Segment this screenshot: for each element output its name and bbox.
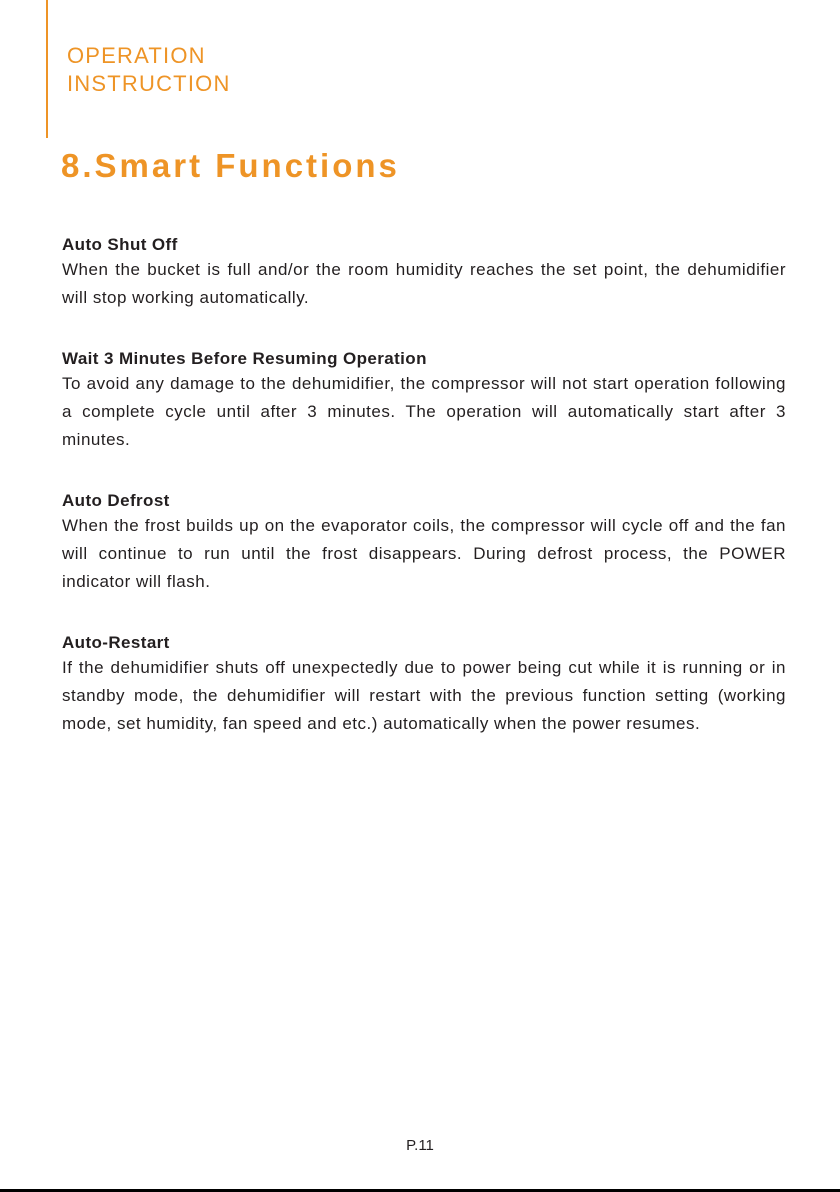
section-heading: Wait 3 Minutes Before Resuming Operation (62, 349, 427, 368)
header-line-instruction: INSTRUCTION (67, 71, 231, 96)
section-auto-defrost (62, 490, 786, 596)
page-title: 8.Smart Functions (61, 147, 400, 184)
section-auto-restart (62, 632, 786, 738)
section-header (67, 42, 231, 98)
section-heading: Auto Shut Off (62, 235, 178, 254)
section-body: When the bucket is full and/or the room humidity reaches the set point, the dehumidifier will stop working automatically. (62, 260, 786, 307)
section-auto-shut-off (62, 234, 786, 312)
content-body (62, 234, 786, 774)
section-heading: Auto Defrost (62, 491, 170, 510)
page-number: P.11 (406, 1137, 434, 1154)
section-wait-3-minutes (62, 348, 786, 454)
section-body: When the frost builds up on the evaporator coils, the compressor will cycle off and the fan will continue to run until the frost disappears. During defrost process, the POWER indicator will flash. (62, 516, 786, 591)
section-body: If the dehumidifier shuts off unexpectedly due to power being cut while it is running or in standby mode, the dehumidifier will restart with the previous function setting (working mode, set humidity, fan speed and etc.) automatically when the power resumes. (62, 658, 786, 733)
header-line-operation: OPERATION (67, 43, 206, 68)
section-body: To avoid any damage to the dehumidifier, the compressor will not start operation following a complete cycle until after 3 minutes. The operation will automatically start after 3 minutes. (62, 374, 786, 449)
section-heading: Auto-Restart (62, 633, 170, 652)
header-accent-rule (46, 0, 48, 138)
